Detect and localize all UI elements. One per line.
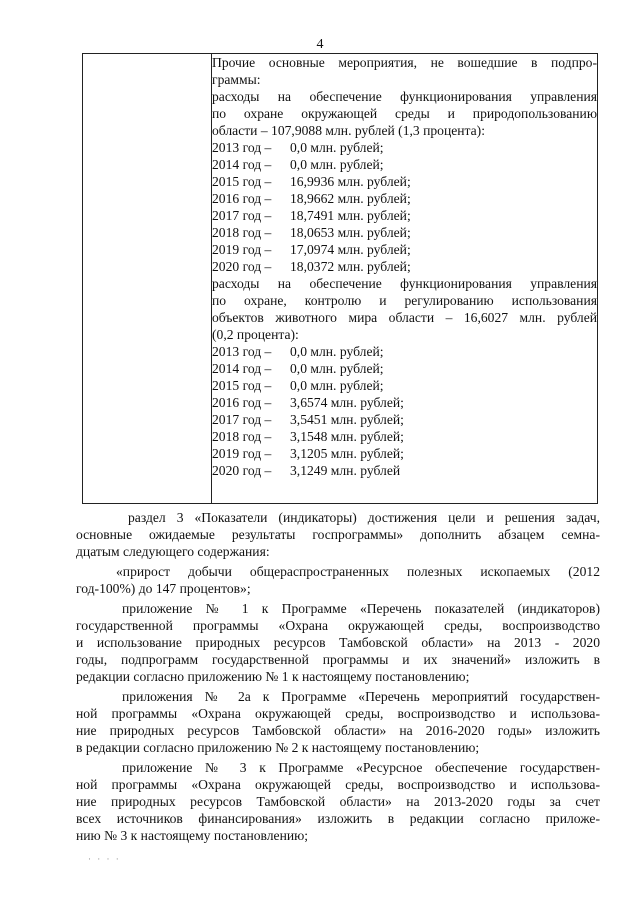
year-label: 2020 год – xyxy=(212,259,272,274)
year-row xyxy=(212,428,597,445)
year-row xyxy=(212,258,597,275)
text-line: объектов животного мира области – 16,6027 млн. рублей xyxy=(212,310,597,325)
document-body xyxy=(76,509,600,847)
text-line: граммы: xyxy=(212,72,261,87)
year-row xyxy=(212,377,597,394)
paragraph-line: всех источников финансирования» изложить в редакции согласно приложе- xyxy=(76,811,600,826)
year-row xyxy=(212,343,597,360)
year-row xyxy=(212,462,597,479)
year-row xyxy=(212,139,597,156)
paragraph xyxy=(76,688,600,756)
paragraph xyxy=(76,509,600,560)
paragraph xyxy=(76,759,600,844)
funding-table xyxy=(82,53,598,504)
year-label: 2016 год – xyxy=(212,395,272,410)
year-amount: 0,0 млн. рублей; xyxy=(290,140,384,155)
year-label: 2013 год – xyxy=(212,140,272,155)
paragraph-line: годы, подпрограмм государственной программы и их значений» изложить в xyxy=(76,652,600,667)
year-label: 2017 год – xyxy=(212,208,272,223)
year-amount: 18,9662 млн. рублей; xyxy=(290,191,411,206)
table-right-cell xyxy=(212,54,598,504)
text-line: расходы на обеспечение функционирования управления xyxy=(212,89,597,104)
year-amount: 17,0974 млн. рублей; xyxy=(290,242,411,257)
year-row xyxy=(212,156,597,173)
paragraph-line: редакции согласно приложению № 1 к настоящему постановлению; xyxy=(76,669,470,684)
year-row xyxy=(212,445,597,462)
paragraph-line: ной программы «Охрана окружающей среды, воспроизводство и использова- xyxy=(76,777,600,792)
text-line: расходы на обеспечение функционирования управления xyxy=(212,276,597,291)
year-amount: 0,0 млн. рублей; xyxy=(290,344,384,359)
year-label: 2019 год – xyxy=(212,446,272,461)
paragraph-line: государственной программы «Охрана окружающей среды, воспроизводство xyxy=(76,618,600,633)
text-line: по охране окружающей среды и природопользованию xyxy=(212,106,597,121)
year-label: 2016 год – xyxy=(212,191,272,206)
year-amount: 18,0653 млн. рублей; xyxy=(290,225,411,240)
paragraph-line: приложения № 2а к Программе «Перечень мероприятий государствен- xyxy=(122,689,600,704)
year-amount: 18,7491 млн. рублей; xyxy=(290,208,411,223)
paragraph-line: в редакции согласно приложению № 2 к настоящему постановлению; xyxy=(76,740,480,755)
paragraph-line: нию № 3 к настоящему постановлению; xyxy=(76,828,309,843)
year-label: 2014 год – xyxy=(212,361,272,376)
year-amount: 0,0 млн. рублей; xyxy=(290,361,384,376)
year-amount: 3,5451 млн. рублей; xyxy=(290,412,404,427)
year-label: 2020 год – xyxy=(212,463,272,478)
year-row xyxy=(212,241,597,258)
paragraph xyxy=(76,600,600,685)
year-label: 2018 год – xyxy=(212,429,272,444)
year-amount: 3,1205 млн. рублей; xyxy=(290,446,404,461)
year-row xyxy=(212,224,597,241)
year-amount: 18,0372 млн. рублей; xyxy=(290,259,411,274)
text-line: по охране, контролю и регулированию использования xyxy=(212,293,597,308)
year-row xyxy=(212,190,597,207)
year-amount: 3,1249 млн. рублей xyxy=(290,463,401,478)
text-line: Прочие основные мероприятия, не вошедшие в подпро- xyxy=(212,55,597,70)
year-row xyxy=(212,411,597,428)
paragraph xyxy=(76,563,600,597)
year-amount: 16,9936 млн. рублей; xyxy=(290,174,411,189)
paragraph-line: основные ожидаемые результаты госпрограммы» дополнить абзацем семна- xyxy=(76,527,600,542)
paragraph-line: приложение № 3 к Программе «Ресурсное обеспечение государствен- xyxy=(122,760,600,775)
scan-mark: · · · · xyxy=(88,854,121,864)
year-row xyxy=(212,207,597,224)
year-label: 2015 год – xyxy=(212,174,272,189)
paragraph-line: приложение № 1 к Программе «Перечень показателей (индикаторов) xyxy=(122,601,600,616)
year-row xyxy=(212,394,597,411)
management-funding-by-year xyxy=(212,139,597,275)
text-line: области – 107,9088 млн. рублей (1,3 процента): xyxy=(212,123,485,138)
paragraph-line: ной программы «Охрана окружающей среды, воспроизводство и использова- xyxy=(76,706,600,721)
year-amount: 3,1548 млн. рублей; xyxy=(290,429,404,444)
paragraph-line: «прирост добычи общераспространенных полезных ископаемых (2012 xyxy=(116,564,600,579)
other-activities-text xyxy=(212,54,597,139)
year-label: 2013 год – xyxy=(212,344,272,359)
paragraph-line: и использование природных ресурсов Тамбовской области» на 2013 - 2020 xyxy=(76,635,600,650)
table-left-cell xyxy=(83,54,212,504)
year-label: 2014 год – xyxy=(212,157,272,172)
text-line: (0,2 процента): xyxy=(212,327,299,342)
page-number: 4 xyxy=(316,37,324,52)
paragraph-line: раздел 3 «Показатели (индикаторы) достижения цели и решения задач, xyxy=(128,510,600,525)
year-row xyxy=(212,173,597,190)
paragraph-line: ние природных ресурсов Тамбовской области» на 2013-2020 годы за счет xyxy=(76,794,600,809)
paragraph-line: дцатым следующего содержания: xyxy=(76,544,270,559)
year-label: 2017 год – xyxy=(212,412,272,427)
paragraph-line: ние природных ресурсов Тамбовской области» на 2016-2020 годы» изложить xyxy=(76,723,600,738)
year-row xyxy=(212,360,597,377)
year-label: 2015 год – xyxy=(212,378,272,393)
paragraph-line: год-100%) до 147 процентов»; xyxy=(76,581,251,596)
year-amount: 3,6574 млн. рублей; xyxy=(290,395,404,410)
wildlife-funding-by-year xyxy=(212,343,597,479)
year-amount: 0,0 млн. рублей; xyxy=(290,378,384,393)
wildlife-management-text xyxy=(212,275,597,343)
year-label: 2018 год – xyxy=(212,225,272,240)
year-label: 2019 год – xyxy=(212,242,272,257)
year-amount: 0,0 млн. рублей; xyxy=(290,157,384,172)
